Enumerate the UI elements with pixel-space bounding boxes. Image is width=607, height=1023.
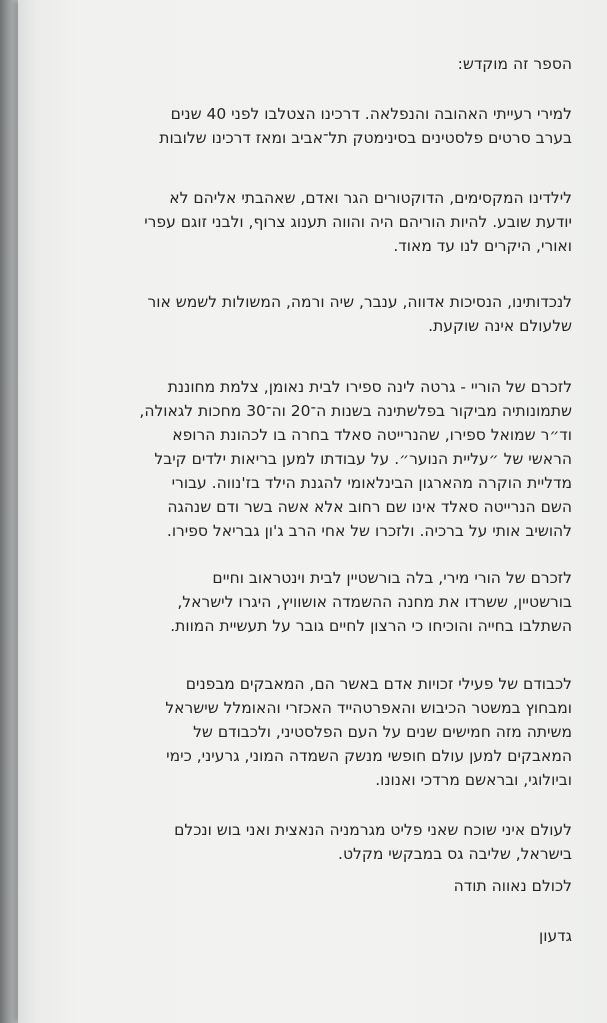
paragraph-wife-parents	[32, 566, 572, 638]
paragraph-line: לעולם איני שוכח שאני פליט מגרמניה הנאצית ואני בוש ונכלם	[174, 821, 572, 839]
paragraph-line: שתמונותיה מביקור בפלשתינה בשנות ה־20 וה־30 מחכות לגאולה,	[139, 402, 572, 420]
book-spine-shadow	[0, 0, 20, 1023]
paragraph-line: לנכדותינו, הנסיכות אדווה, ענבר, שיה ורמה, המשולות לשמש אור	[147, 293, 572, 311]
paragraph-line: לילדינו המקסימים, הדוקטורים הגר ואדם, שאהבתי אליהם לא	[169, 189, 572, 207]
paragraph-line: בערב סרטים פלסטינים בסינימטק תל־אביב ומאז דרכינו שלובות	[159, 129, 572, 147]
signature: גדעון	[539, 927, 572, 945]
paragraph-line: ואורי, היקרים לנו עד מאוד.	[393, 237, 572, 255]
paragraph-line: לזכרם של הורי מירי, בלה בורשטיין לבית וינטראוב וחיים	[212, 569, 572, 587]
paragraph-line: הראשי של ״עליית הנוער״. על עבודתו למען בריאות ילדים קיבל	[154, 450, 572, 468]
paragraph-line: מדליית הוקרה מהארגון הבינלאומי להגנת הילד בז'נווה. עבורי	[171, 474, 572, 492]
paragraph-line: בישראל, שליבה גס במבקשי מקלט.	[338, 845, 572, 863]
paragraph-line: לכבודם של פעילי זכויות אדם באשר הם, המאבקים מבפנים	[185, 675, 572, 693]
paragraph-line: השם הנרייטה סאלד אינו שם רחוב אלא אשה בשר ודם שנהגה	[167, 498, 572, 516]
paragraph-children	[32, 186, 572, 258]
paragraph-line: יודעת שובע. להיות הוריהם היה והווה תענוג צרוף, ולבני זוגם עפרי	[144, 213, 572, 231]
paragraph-line: המאבקים למען עולם חופשי מנשק השמדה המוני, גרעיני, כימי	[166, 747, 572, 765]
paragraph-line: וביולוגי, ובראשם מרדכי ואנונו.	[375, 771, 572, 789]
paragraph-line: להושיב אותי על ברכיה. ולזכרו של אחי הרב ג'ון גבריאל ספירו.	[166, 522, 572, 540]
paragraph-line: וד״ר שמואל ספירו, שהנרייטה סאלד בחרה בו לכהונת הרופא	[172, 426, 572, 444]
paragraph-line: שלעולם אינה שוקעת.	[428, 317, 572, 335]
paragraph-wife	[32, 102, 572, 150]
dedication-heading: הספר זה מוקדש:	[457, 55, 572, 73]
paragraph-line: בורשטיין, ששרדו את מחנה ההשמדה אושוויץ, היגרו לישראל,	[177, 593, 572, 611]
paragraph-line: ומבחוץ במשטר הכיבוש והאפרטהייד האכזרי והאומלל שישראל	[165, 699, 572, 717]
paragraph-activists	[32, 672, 572, 792]
paragraph-refugee	[32, 818, 572, 866]
closing-thanks: לכולם נאווה תודה	[453, 877, 572, 895]
paragraph-line: משיתה מזה חמישים שנים על העם הפלסטיני, ולכבודם של	[193, 723, 572, 741]
paragraph-line: למירי רעייתי האהובה והנפלאה. דרכינו הצטלבו לפני 40 שנים	[170, 105, 572, 123]
paragraph-line: השתלבו בחייה והוכיחו כי הרצון לחיים גובר על תעשיית המוות.	[170, 617, 572, 635]
paragraph-granddaughters	[32, 290, 572, 338]
paragraph-parents	[32, 375, 572, 543]
paragraph-line: לזכרם של הוריי - גרטה לינה ספירו לבית נאומן, צלמת מחוננת	[167, 378, 572, 396]
